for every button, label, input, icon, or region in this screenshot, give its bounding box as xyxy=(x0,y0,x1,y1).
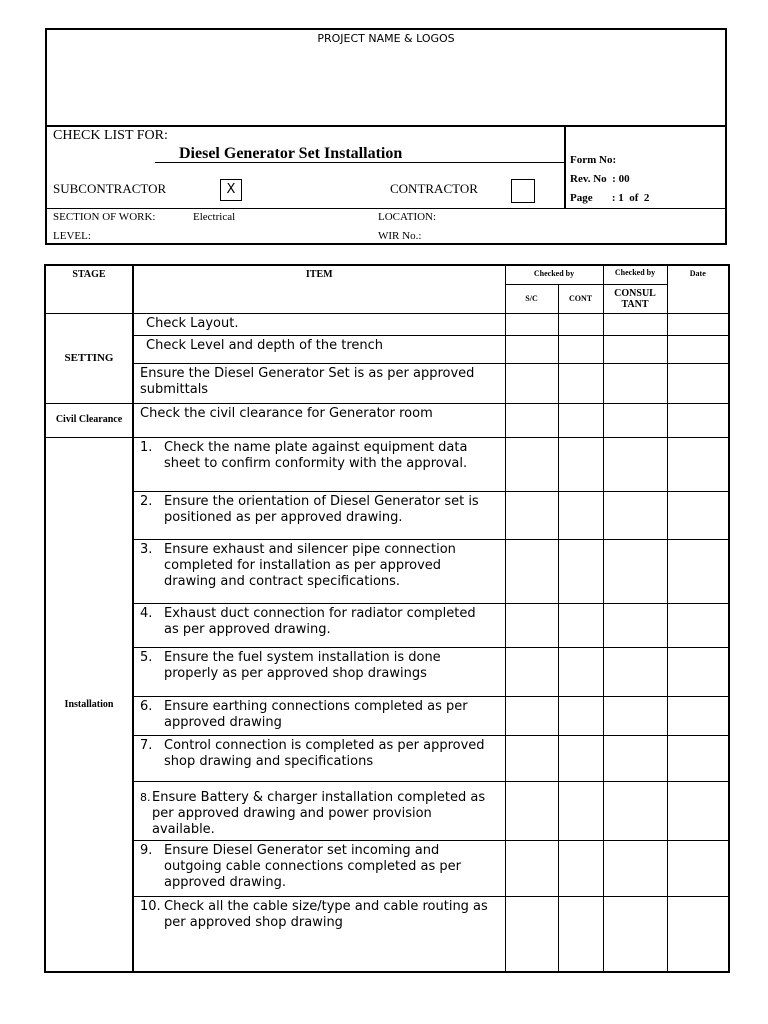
check-cell-consultant[interactable] xyxy=(603,437,667,491)
item-text: 5. Ensure the fuel system installation is done properly as per approved shop drawings xyxy=(133,647,505,696)
check-cell-cont[interactable] xyxy=(558,603,603,647)
check-cell-cont[interactable] xyxy=(558,313,603,335)
table-row xyxy=(45,313,729,335)
divider xyxy=(564,127,566,209)
project-name: PROJECT NAME & LOGOS xyxy=(317,32,455,45)
item-text: Check Layout. xyxy=(133,313,505,335)
date-cell[interactable] xyxy=(667,735,729,781)
table-row xyxy=(45,647,729,696)
checklist-label: CHECK LIST FOR: xyxy=(53,128,168,143)
project-logo-area xyxy=(47,30,725,127)
check-cell-sc[interactable] xyxy=(505,647,558,696)
item-text: 4. Exhaust duct connection for radiator completed as per approved drawing. xyxy=(133,603,505,647)
check-cell-sc[interactable] xyxy=(505,403,558,437)
column-header-date: Date xyxy=(667,265,729,313)
contractor-label: CONTRACTOR xyxy=(390,181,478,196)
divider xyxy=(47,208,725,209)
date-cell[interactable] xyxy=(667,840,729,896)
check-cell-consultant[interactable] xyxy=(603,647,667,696)
column-header-stage: STAGE xyxy=(45,265,133,313)
column-header-sc: S/C xyxy=(505,284,558,313)
check-cell-consultant[interactable] xyxy=(603,539,667,603)
date-cell[interactable] xyxy=(667,696,729,735)
page-number: Page : 1 of 2 xyxy=(570,192,650,204)
table-row xyxy=(45,491,729,539)
date-cell[interactable] xyxy=(667,539,729,603)
checklist-title: Diesel Generator Set Installation xyxy=(179,145,403,162)
item-text: Ensure the Diesel Generator Set is as per approved submittals xyxy=(133,363,505,403)
item-text: 7. Control connection is completed as per approved shop drawing and specifications xyxy=(133,735,505,781)
date-cell[interactable] xyxy=(667,491,729,539)
divider xyxy=(155,162,564,163)
check-cell-cont[interactable] xyxy=(558,539,603,603)
column-header-item: ITEM xyxy=(133,265,505,313)
check-cell-sc[interactable] xyxy=(505,603,558,647)
date-cell[interactable] xyxy=(667,647,729,696)
checklist-table xyxy=(44,264,730,973)
contractor-checkbox[interactable] xyxy=(511,179,535,203)
check-cell-sc[interactable] xyxy=(505,735,558,781)
check-cell-cont[interactable] xyxy=(558,896,603,972)
column-header-checked-by: Checked by xyxy=(505,265,603,284)
check-cell-consultant[interactable] xyxy=(603,896,667,972)
location-label: LOCATION: xyxy=(378,211,437,223)
item-text: 10. Check all the cable size/type and cable routing as per approved shop drawing xyxy=(133,896,505,972)
check-cell-sc[interactable] xyxy=(505,696,558,735)
wir-label: WIR No.: xyxy=(378,230,422,242)
check-cell-sc[interactable] xyxy=(505,781,558,840)
check-cell-consultant[interactable] xyxy=(603,491,667,539)
check-cell-sc[interactable] xyxy=(505,896,558,972)
table-row xyxy=(45,603,729,647)
table-row xyxy=(45,539,729,603)
level-label: LEVEL: xyxy=(53,230,91,242)
subcontractor-label: SUBCONTRACTOR xyxy=(53,181,167,196)
form-header xyxy=(45,28,727,245)
check-cell-sc[interactable] xyxy=(505,491,558,539)
check-cell-sc[interactable] xyxy=(505,840,558,896)
table-row xyxy=(45,696,729,735)
check-cell-consultant[interactable] xyxy=(603,840,667,896)
item-text: 8. Ensure Battery & charger installation completed as per approved drawing and power provision available. xyxy=(133,781,505,840)
item-text: 6. Ensure earthing connections completed as per approved drawing xyxy=(133,696,505,735)
check-cell-cont[interactable] xyxy=(558,403,603,437)
check-cell-cont[interactable] xyxy=(558,647,603,696)
check-cell-cont[interactable] xyxy=(558,840,603,896)
column-header-checked-by-consultant: Checked by xyxy=(603,265,667,284)
check-cell-cont[interactable] xyxy=(558,696,603,735)
check-cell-consultant[interactable] xyxy=(603,335,667,363)
item-text: Check the civil clearance for Generator room xyxy=(133,403,505,437)
check-cell-consultant[interactable] xyxy=(603,735,667,781)
table-row xyxy=(45,781,729,840)
item-text: 2. Ensure the orientation of Diesel Generator set is positioned as per approved drawing. xyxy=(133,491,505,539)
table-row xyxy=(45,896,729,972)
date-cell[interactable] xyxy=(667,437,729,491)
check-cell-consultant[interactable] xyxy=(603,603,667,647)
stage-civil-clearance: Civil Clearance xyxy=(45,403,133,437)
date-cell[interactable] xyxy=(667,896,729,972)
check-cell-cont[interactable] xyxy=(558,363,603,403)
check-cell-consultant[interactable] xyxy=(603,403,667,437)
form-number: Form No: xyxy=(570,154,617,166)
check-cell-cont[interactable] xyxy=(558,735,603,781)
stage-installation: Installation xyxy=(45,437,133,972)
date-cell[interactable] xyxy=(667,363,729,403)
table-row xyxy=(45,403,729,437)
check-cell-cont[interactable] xyxy=(558,437,603,491)
item-text: 1. Check the name plate against equipment data sheet to confirm conformity with the approval. xyxy=(133,437,505,491)
date-cell[interactable] xyxy=(667,313,729,335)
table-row xyxy=(45,363,729,403)
check-cell-consultant[interactable] xyxy=(603,781,667,840)
table-row xyxy=(45,437,729,491)
check-cell-consultant[interactable] xyxy=(603,696,667,735)
section-of-work-label: SECTION OF WORK: xyxy=(53,211,156,223)
check-cell-cont[interactable] xyxy=(558,491,603,539)
column-header-cont: CONT xyxy=(558,284,603,313)
check-cell-cont[interactable] xyxy=(558,335,603,363)
item-text: 3. Ensure exhaust and silencer pipe connection completed for installation as per approved drawing and contract specifications. xyxy=(133,539,505,603)
check-cell-consultant[interactable] xyxy=(603,313,667,335)
revision-number: Rev. No : 00 xyxy=(570,173,630,185)
date-cell[interactable] xyxy=(667,603,729,647)
item-text: Check Level and depth of the trench xyxy=(133,335,505,363)
section-of-work-value: Electrical xyxy=(193,211,236,223)
column-header-consultant: CONSUL TANT xyxy=(603,284,667,313)
check-cell-sc[interactable] xyxy=(505,335,558,363)
check-cell-sc[interactable] xyxy=(505,313,558,335)
check-cell-sc[interactable] xyxy=(505,437,558,491)
check-cell-sc[interactable] xyxy=(505,539,558,603)
table-row xyxy=(45,735,729,781)
item-text: 9. Ensure Diesel Generator set incoming and outgoing cable connections completed as per approved drawing. xyxy=(133,840,505,896)
stage-setting: SETTING xyxy=(45,313,133,403)
subcontractor-checkbox[interactable]: X xyxy=(220,179,242,201)
check-cell-cont[interactable] xyxy=(558,781,603,840)
table-row xyxy=(45,335,729,363)
check-cell-sc[interactable] xyxy=(505,363,558,403)
date-cell[interactable] xyxy=(667,335,729,363)
date-cell[interactable] xyxy=(667,781,729,840)
table-row xyxy=(45,840,729,896)
check-cell-consultant[interactable] xyxy=(603,363,667,403)
date-cell[interactable] xyxy=(667,403,729,437)
